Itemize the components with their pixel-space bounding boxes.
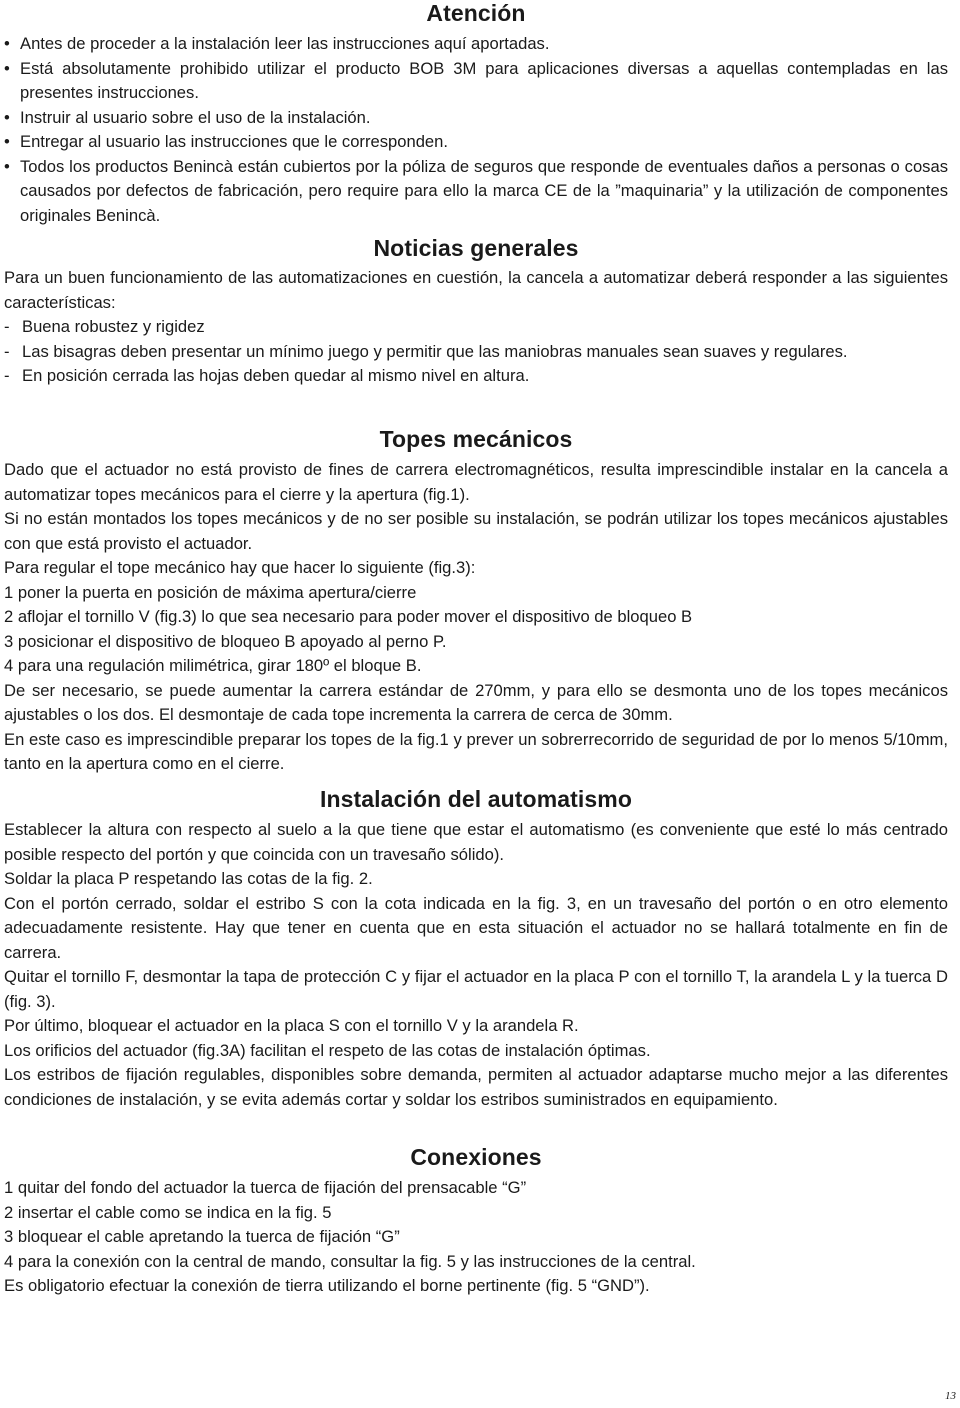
paragraph: Para regular el tope mecánico hay que hacer lo siguiente (fig.3): (4, 558, 476, 577)
step-line: 1 quitar del fondo del actuador la tuerca de fijación del prensacable “G” (4, 1178, 527, 1197)
paragraph: Por último, bloquear el actuador en la placa S con el tornillo V y la arandela R. (4, 1016, 579, 1035)
dash-item: - Buena robustez y rigidez (4, 315, 948, 340)
paragraph: Con el portón cerrado, soldar el estribo S con la cota indicada en la fig. 3, en un travesaño del portón o en otro elemento adecuadamente resistente. Hay que tener en cuenta que en esta situación el actuador no se hallará totalmente en fin de carrera. (4, 893, 948, 962)
topes-body (4, 458, 948, 777)
conexiones-body (4, 1176, 948, 1299)
step-line: 3 posicionar el dispositivo de bloqueo B apoyado al perno P. (4, 631, 447, 651)
section-topes (4, 426, 948, 777)
step-line: 4 para una regulación milimétrica, girar 180º el bloque B. (4, 656, 422, 675)
paragraph: Es obligatorio efectuar la conexión de tierra utilizando el borne pertinente (fig. 5 “GND”). (4, 1276, 650, 1295)
bullet-item: • Instruir al usuario sobre el uso de la instalación. (4, 106, 948, 131)
bullet-item: • Está absolutamente prohibido utilizar el producto BOB 3M para aplicaciones diversas a aquellas contempladas en las presentes instrucciones. (4, 57, 948, 106)
dash-item: - En posición cerrada las hojas deben quedar al mismo nivel en altura. (4, 364, 948, 389)
step-line: 1 poner la puerta en posición de máxima apertura/cierre (4, 582, 417, 602)
paragraph: Establecer la altura con respecto al suelo a la que tiene que estar el automatismo (es conveniente que esté lo más centrado posible respecto del portón y que coincida con un travesaño sólido). (4, 820, 948, 864)
section-title-conexiones: Conexiones (410, 1144, 542, 1170)
page-number: 13 (945, 1390, 956, 1402)
bullet-item: • Antes de proceder a la instalación leer las instrucciones aquí aportadas. (4, 32, 948, 57)
step-line: 3 bloquear el cable apretando la tuerca de fijación “G” (4, 1227, 400, 1246)
step-line: 2 aflojar el tornillo V (fig.3) lo que sea necesario para poder mover el dispositivo de bloqueo B (4, 607, 693, 626)
step-line: 4 para la conexión con la central de mando, consultar la fig. 5 y las instrucciones de la central. (4, 1251, 696, 1271)
bullet-list (4, 32, 948, 228)
paragraph: En este caso es imprescindible preparar los topes de la fig.1 y prever un sobrerrecorrido de seguridad de por lo menos 5/10mm, tanto en la apertura como en el cierre. (4, 729, 948, 773)
section-instalacion (4, 786, 948, 1112)
section-title-atencion: Atención (426, 0, 526, 26)
paragraph: Soldar la placa P respetando las cotas de la fig. 2. (4, 869, 373, 888)
paragraph: Si no están montados los topes mecánicos y de no ser posible su instalación, se podrán utilizar los topes mecánicos ajustables con que está provisto el actuador. (4, 509, 948, 553)
bullet-item: • Entregar al usuario las instrucciones que le corresponden. (4, 130, 948, 155)
dash-item: - Las bisagras deben presentar un mínimo juego y permitir que las maniobras manuales sean suaves y regulares. (4, 340, 948, 365)
instalacion-body (4, 818, 948, 1112)
paragraph: De ser necesario, se puede aumentar la carrera estándar de 270mm, y para ello se desmonta uno de los topes mecánicos ajustables o los dos. El desmontaje de cada tope incrementa la carrera de cerca de 30mm. (4, 680, 948, 724)
section-title-instalacion: Instalación del automatismo (320, 786, 632, 812)
section-title-noticias: Noticias generales (373, 235, 579, 261)
intro-paragraph: Para un buen funcionamiento de las automatizaciones en cuestión, la cancela a automatizar deberá responder a las siguientes características: (4, 268, 948, 312)
section-noticias (4, 235, 948, 389)
paragraph: Los orificios del actuador (fig.3A) facilitan el respeto de las cotas de instalación óptimas. (4, 1040, 651, 1060)
dash-list (4, 315, 948, 389)
section-conexiones (4, 1144, 948, 1299)
section-atencion (4, 0, 948, 228)
bullet-item: • Todos los productos Benincà están cubiertos por la póliza de seguros que responde de eventuales daños a personas o cosas causados por defectos de fabricación, pero require para ello la marca CE de la ”maquinaria” y la utilización de componentes originales Benincà. (4, 155, 948, 229)
paragraph: Los estribos de fijación regulables, disponibles sobre demanda, permiten al actuador adaptarse mucho mejor a las diferentes condiciones de instalación, y se evita además cortar y soldar los estribos suministrados en equipamiento. (4, 1065, 948, 1109)
paragraph: Quitar el tornillo F, desmontar la tapa de protección C y fijar el actuador en la placa P con el tornillo T, la arandela L y la tuerca D (fig. 3). (4, 967, 948, 1011)
section-title-topes: Topes mecánicos (379, 426, 573, 452)
paragraph: Dado que el actuador no está provisto de fines de carrera electromagnéticos, resulta imprescindible instalar en la cancela a automatizar topes mecánicos para el cierre y la apertura (fig.1). (4, 460, 948, 504)
step-line: 2 insertar el cable como se indica en la fig. 5 (4, 1202, 332, 1222)
